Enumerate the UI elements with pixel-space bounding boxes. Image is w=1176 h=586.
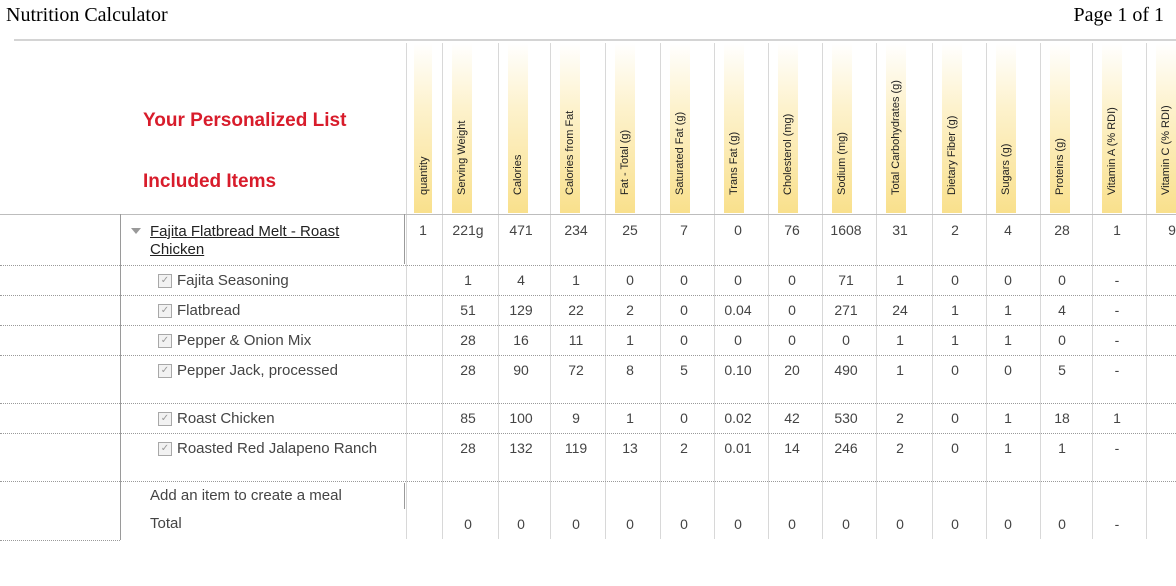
ingredient-cell: 530 <box>834 410 858 426</box>
ingredient-name: Flatbread <box>177 302 241 319</box>
ingredient-cell: 14 <box>784 440 800 456</box>
ingredient-cell: 90 <box>513 362 529 378</box>
ingredient-cell: 0.01 <box>724 440 752 456</box>
total-cell: 0 <box>1004 516 1012 532</box>
ingredient-cell: 2 <box>896 410 904 426</box>
column-separator <box>660 43 661 539</box>
column-header-label: Fat - Total (g) <box>619 129 631 195</box>
ingredient-cell: - <box>1114 440 1120 456</box>
column-header-label: Trans Fat (g) <box>728 131 740 195</box>
column-header-row <box>0 43 1176 213</box>
column-header <box>876 43 930 213</box>
ingredient-cell: 1 <box>896 332 904 348</box>
ingredient-cell: 246 <box>834 440 858 456</box>
ingredient-cell: 22 <box>568 302 584 318</box>
column-header <box>1040 43 1094 213</box>
ingredient-cell: 4 <box>1058 302 1066 318</box>
add-item-divider <box>404 483 405 509</box>
ingredient-cell: 0 <box>788 302 796 318</box>
add-item-prompt[interactable]: Add an item to create a meal <box>150 487 342 504</box>
row-divider <box>0 540 120 541</box>
included-items-heading: Included Items <box>143 171 277 192</box>
total-cell: 0 <box>1058 516 1066 532</box>
checkbox-checked-icon[interactable]: ✓ <box>158 304 172 318</box>
total-cell: 0 <box>464 516 472 532</box>
ingredient-cell: 51 <box>460 302 476 318</box>
ingredient-cell: 42 <box>784 410 800 426</box>
ingredient-cell: 0 <box>951 410 959 426</box>
column-separator <box>498 43 499 539</box>
ingredient-cell: 2 <box>896 440 904 456</box>
column-separator <box>768 43 769 539</box>
meal-cell: 1 <box>419 222 427 238</box>
ingredient-cell: 2 <box>626 302 634 318</box>
column-separator <box>1092 43 1093 539</box>
meal-cell: 471 <box>509 222 533 238</box>
ingredient-cell: 11 <box>568 332 584 348</box>
ingredient-cell: 0 <box>1004 362 1012 378</box>
ingredient-cell: 0 <box>680 302 688 318</box>
column-header-label: Vitamin A (% RDI) <box>1106 107 1118 195</box>
meal-cell: 1608 <box>830 222 862 238</box>
ingredient-cell: 24 <box>892 302 908 318</box>
ingredient-cell: 129 <box>509 302 533 318</box>
column-header-label: Calories from Fat <box>564 110 576 195</box>
column-header-label: Total Carbohydrates (g) <box>890 80 902 195</box>
ingredient-cell: 0.10 <box>724 362 752 378</box>
checkbox-checked-icon[interactable]: ✓ <box>158 364 172 378</box>
left-gutter-line <box>120 214 121 540</box>
ingredient-cell: - <box>1114 302 1120 318</box>
meal-cell: 1 <box>1113 222 1121 238</box>
ingredient-cell: 0 <box>734 272 742 288</box>
column-header <box>822 43 876 213</box>
total-cell: 0 <box>788 516 796 532</box>
top-divider <box>14 39 1176 41</box>
ingredient-cell: 490 <box>834 362 858 378</box>
ingredient-cell: 0 <box>626 272 634 288</box>
ingredient-cell: 0 <box>1004 272 1012 288</box>
total-cell: 0 <box>680 516 688 532</box>
ingredient-cell: 0.04 <box>724 302 752 318</box>
ingredient-cell: 0 <box>680 272 688 288</box>
ingredient-cell: 100 <box>509 410 533 426</box>
column-separator <box>822 43 823 539</box>
meal-cell: 221g <box>452 222 484 238</box>
ingredient-cell: 1 <box>1058 440 1066 456</box>
ingredient-name: Pepper & Onion Mix <box>177 332 312 349</box>
column-separator <box>442 43 443 539</box>
ingredient-name: Pepper Jack, processed <box>177 362 338 379</box>
ingredient-name: Roast Chicken <box>177 410 275 427</box>
ingredient-name: Roasted Red Jalapeno Ranch <box>177 440 378 457</box>
ingredient-cell: 132 <box>509 440 533 456</box>
ingredient-cell: 0 <box>951 362 959 378</box>
column-header-label: Calories <box>512 154 524 195</box>
ingredient-cell: 8 <box>626 362 634 378</box>
column-header <box>932 43 986 213</box>
ingredient-cell: 1 <box>464 272 472 288</box>
row-divider <box>0 355 1176 356</box>
column-separator <box>1040 43 1041 539</box>
document-title: Nutrition Calculator <box>6 4 168 26</box>
ingredient-cell: 1 <box>1004 302 1012 318</box>
ingredient-cell: 16 <box>513 332 529 348</box>
ingredient-cell: 18 <box>1054 410 1070 426</box>
ingredient-cell: 13 <box>622 440 638 456</box>
page-number: Page 1 of 1 <box>1073 4 1164 26</box>
total-cell: 0 <box>896 516 904 532</box>
ingredient-cell: 28 <box>460 440 476 456</box>
ingredient-cell: 0 <box>788 272 796 288</box>
ingredient-cell: 28 <box>460 362 476 378</box>
total-cell: 0 <box>572 516 580 532</box>
total-cell: 0 <box>517 516 525 532</box>
ingredient-cell: 20 <box>784 362 800 378</box>
ingredient-cell: 271 <box>834 302 858 318</box>
column-header-label: Cholesterol (mg) <box>782 113 794 195</box>
column-header-label: quantity <box>418 156 430 195</box>
meal-cell: 4 <box>1004 222 1012 238</box>
ingredient-cell: 1 <box>951 302 959 318</box>
ingredient-cell: 9 <box>572 410 580 426</box>
ingredient-cell: 0 <box>951 272 959 288</box>
ingredient-cell: 0 <box>788 332 796 348</box>
column-header <box>1146 43 1176 213</box>
row-divider <box>0 325 1176 326</box>
row-divider <box>0 481 1176 482</box>
row-divider <box>0 295 1176 296</box>
meal-cell: 28 <box>1054 222 1070 238</box>
total-cell: 0 <box>626 516 634 532</box>
ingredient-cell: 0 <box>734 332 742 348</box>
ingredient-cell: 0.02 <box>724 410 752 426</box>
meal-cell: 234 <box>564 222 588 238</box>
ingredient-cell: 1 <box>1113 410 1121 426</box>
row-divider <box>0 265 1176 266</box>
ingredient-cell: - <box>1114 332 1120 348</box>
ingredient-cell: 28 <box>460 332 476 348</box>
triangle-down-icon[interactable] <box>131 228 141 234</box>
checkbox-checked-icon[interactable]: ✓ <box>158 274 172 288</box>
ingredient-cell: 4 <box>517 272 525 288</box>
column-header-label: Serving Weight <box>456 120 468 195</box>
total-cell: - <box>1114 516 1120 532</box>
ingredient-cell: - <box>1114 272 1120 288</box>
header-divider <box>0 214 1176 215</box>
ingredient-cell: 0 <box>951 440 959 456</box>
row-divider <box>0 403 1176 404</box>
total-cell: 0 <box>734 516 742 532</box>
column-header <box>1092 43 1146 213</box>
column-separator <box>605 43 606 539</box>
personalized-list-heading: Your Personalized List <box>143 110 347 131</box>
meal-cell: 7 <box>680 222 688 238</box>
column-separator <box>932 43 933 539</box>
column-header-label: Sodium (mg) <box>836 132 848 195</box>
ingredient-cell: 0 <box>842 332 850 348</box>
ingredient-cell: 1 <box>1004 440 1012 456</box>
ingredient-cell: 1 <box>1004 332 1012 348</box>
column-header <box>442 43 496 213</box>
ingredient-cell: 5 <box>680 362 688 378</box>
meal-cell: 9 <box>1168 222 1176 238</box>
column-header <box>605 43 659 213</box>
ingredient-cell: - <box>1114 362 1120 378</box>
ingredient-cell: 0 <box>1058 332 1066 348</box>
total-cell: 0 <box>951 516 959 532</box>
column-header <box>714 43 768 213</box>
column-header <box>768 43 822 213</box>
ingredient-cell: 119 <box>564 440 588 456</box>
meal-cell: 25 <box>622 222 638 238</box>
total-cell: 0 <box>842 516 850 532</box>
ingredient-cell: 5 <box>1058 362 1066 378</box>
ingredient-cell: 1 <box>626 332 634 348</box>
ingredient-cell: 1 <box>626 410 634 426</box>
ingredient-cell: 0 <box>1058 272 1066 288</box>
column-header-label: Proteins (g) <box>1054 138 1066 195</box>
ingredient-cell: 1 <box>896 362 904 378</box>
checkbox-checked-icon[interactable]: ✓ <box>158 442 172 456</box>
column-separator <box>986 43 987 539</box>
ingredient-cell: 72 <box>568 362 584 378</box>
meal-cell: 0 <box>734 222 742 238</box>
column-separator <box>1146 43 1147 539</box>
ingredient-cell: 85 <box>460 410 476 426</box>
column-header-label: Vitamin C (% RDI) <box>1160 105 1172 195</box>
checkbox-checked-icon[interactable]: ✓ <box>158 412 172 426</box>
column-separator <box>406 43 407 539</box>
column-separator <box>714 43 715 539</box>
column-separator <box>550 43 551 539</box>
column-header <box>986 43 1040 213</box>
meal-cell: 2 <box>951 222 959 238</box>
column-header <box>550 43 604 213</box>
ingredient-cell: 1 <box>1004 410 1012 426</box>
checkbox-checked-icon[interactable]: ✓ <box>158 334 172 348</box>
column-separator <box>876 43 877 539</box>
ingredient-cell: 1 <box>896 272 904 288</box>
column-header-label: Saturated Fat (g) <box>674 111 686 195</box>
ingredient-cell: 1 <box>572 272 580 288</box>
column-header <box>498 43 552 213</box>
ingredient-cell: 2 <box>680 440 688 456</box>
row-divider <box>0 433 1176 434</box>
ingredient-cell: 71 <box>838 272 854 288</box>
column-header-label: Sugars (g) <box>1000 143 1012 195</box>
total-label: Total <box>150 515 182 532</box>
column-header-label: Dietary Fiber (g) <box>946 115 958 195</box>
ingredient-name: Fajita Seasoning <box>177 272 289 289</box>
ingredient-cell: 0 <box>680 410 688 426</box>
column-header <box>660 43 714 213</box>
meal-name-link[interactable]: Fajita Flatbread Melt - Roast Chicken <box>150 223 340 258</box>
meal-cell: 76 <box>784 222 800 238</box>
ingredient-cell: 0 <box>680 332 688 348</box>
ingredient-cell: 1 <box>951 332 959 348</box>
meal-cell: 31 <box>892 222 908 238</box>
